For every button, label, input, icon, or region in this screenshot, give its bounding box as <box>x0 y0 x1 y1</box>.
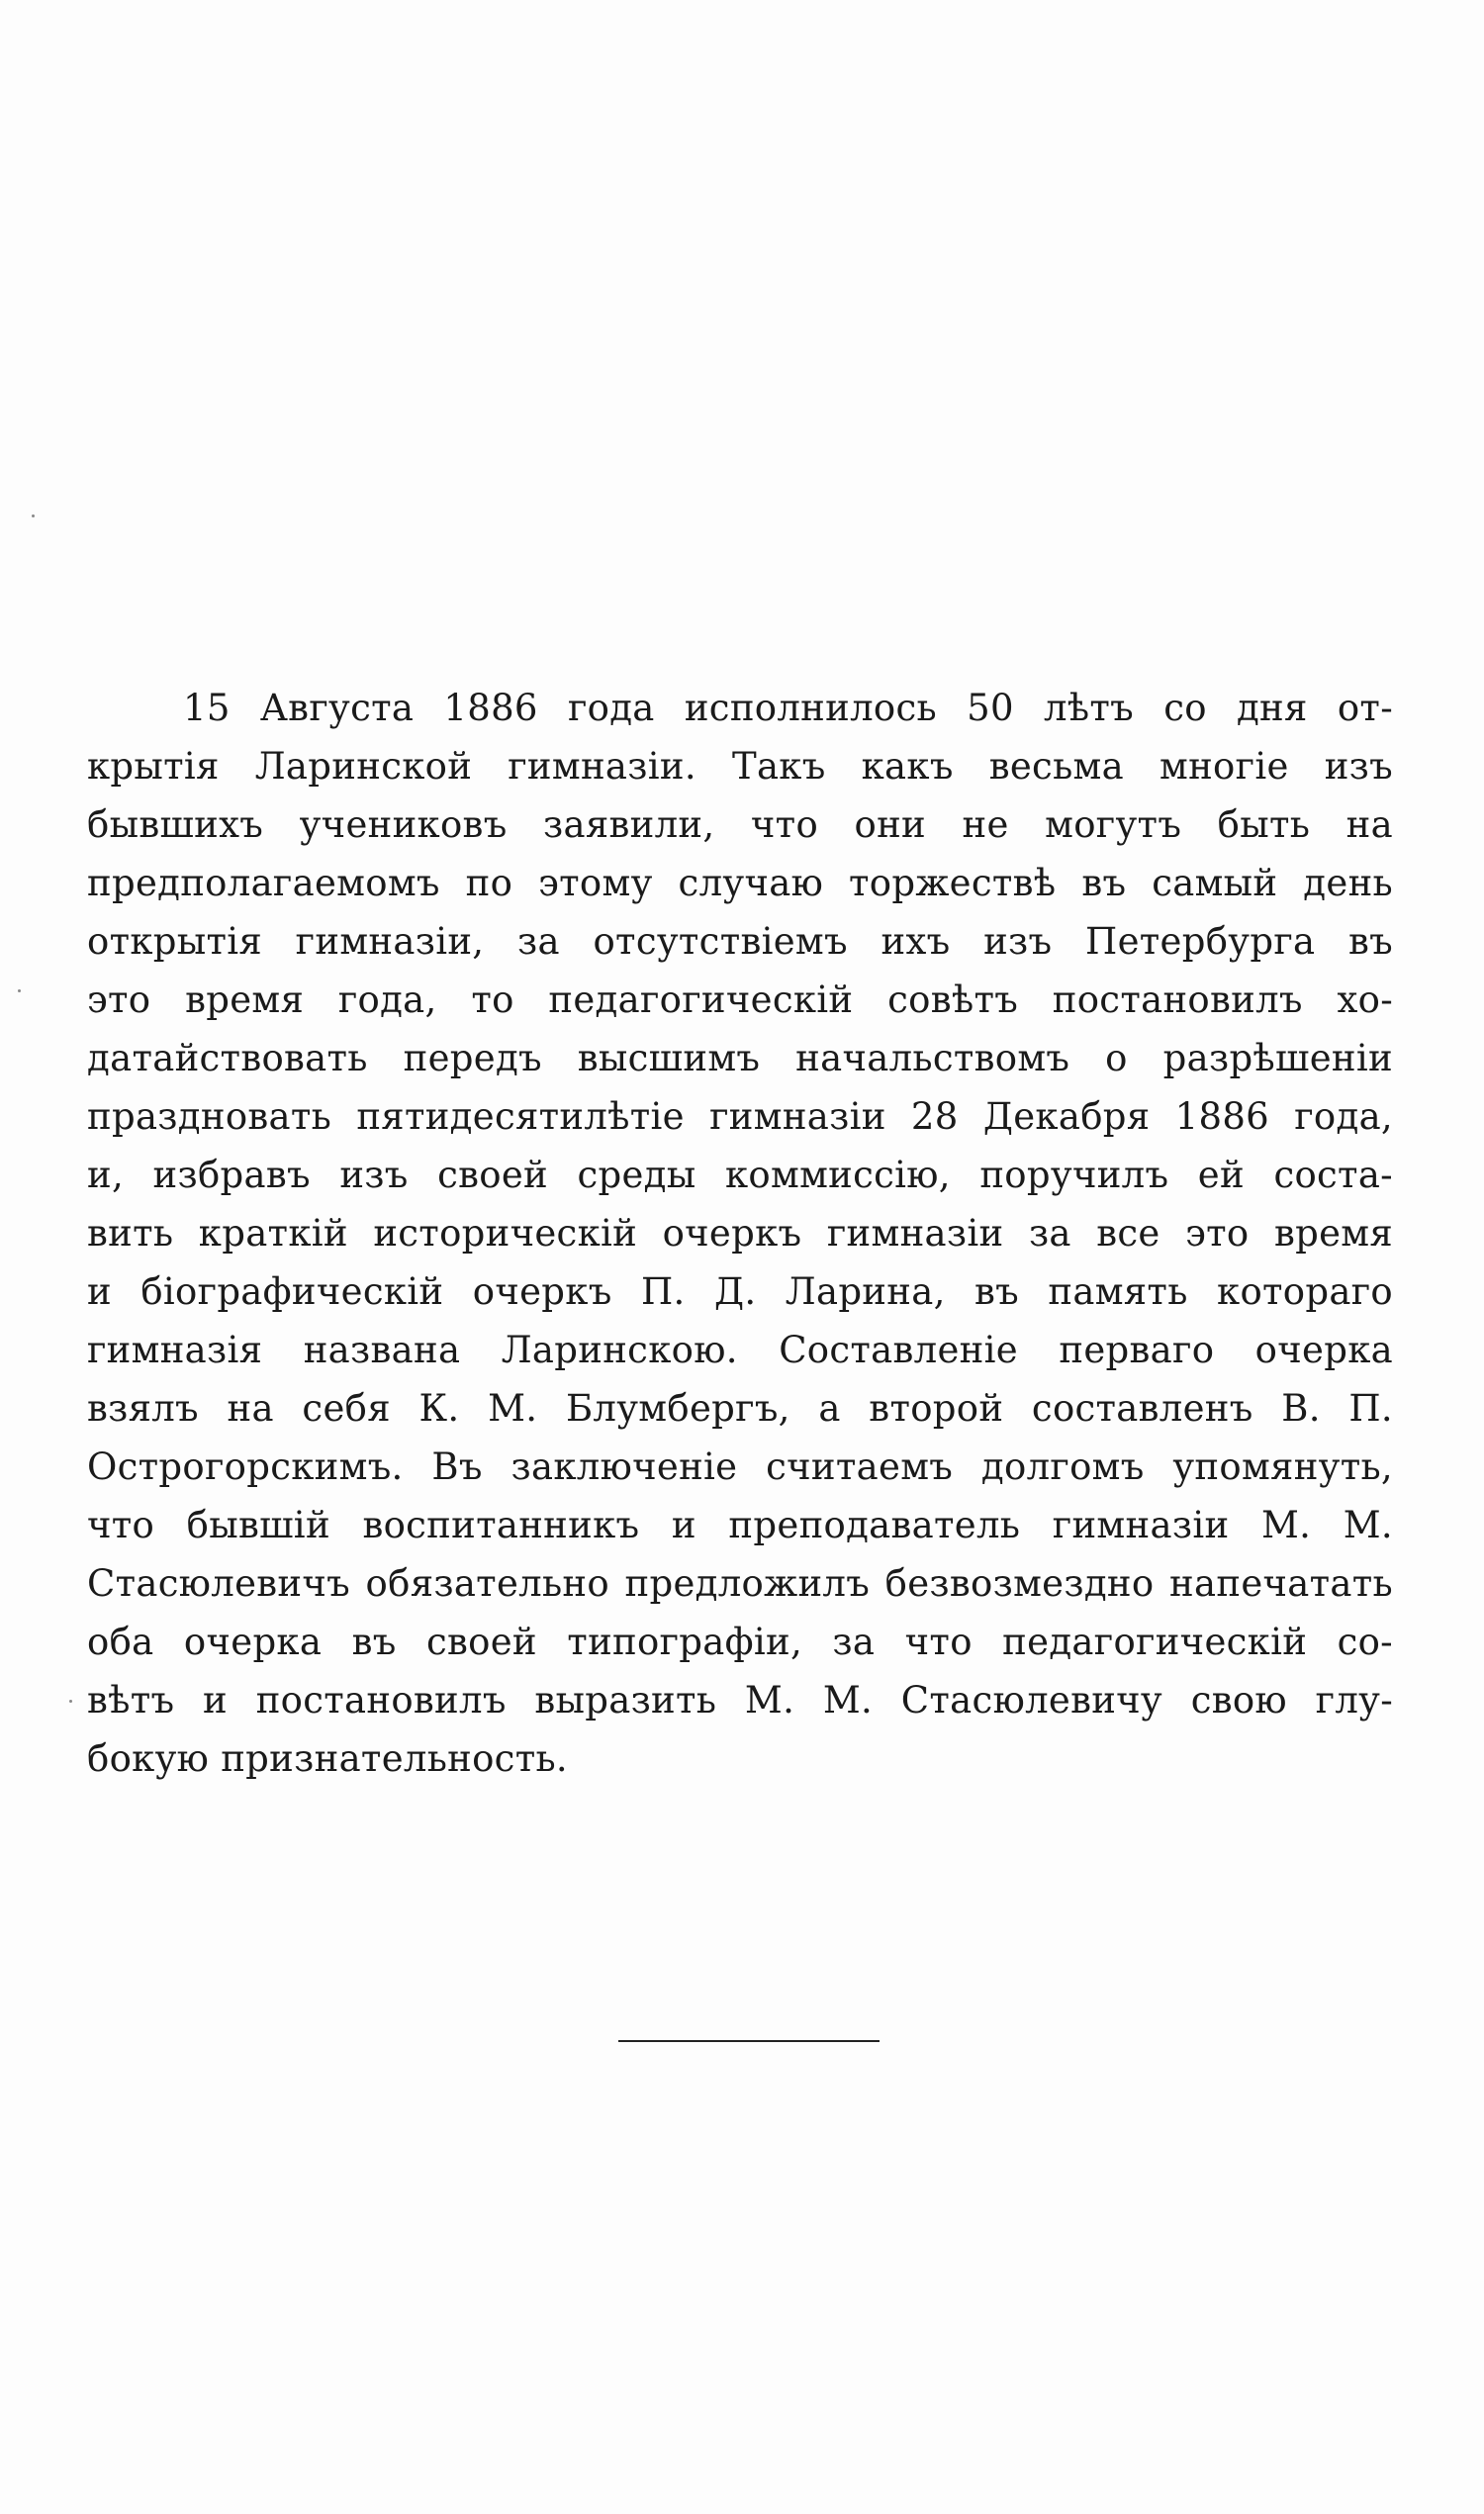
paper-speck <box>18 989 21 992</box>
paragraph-line: предполагаемомъ по этому случаю торжествѣ въ самый день <box>87 862 1393 904</box>
paragraph-line: Стасюлевичъ обязательно предложилъ безвозмездно напечатать <box>87 1562 1393 1605</box>
paragraph-line: что бывшій воспитанникъ и преподаватель гимназіи М. М. <box>87 1504 1393 1546</box>
paragraph-line: крытія Ларинской гимназіи. Такъ какъ весьма многіе изъ <box>87 745 1393 788</box>
paragraph-line: вѣтъ и постановилъ выразить М. М. Стасюлевичу свою глу- <box>87 1679 1393 1722</box>
paper-speck <box>32 514 35 517</box>
paragraph-line: оба очерка въ своей типографіи, за что педагогическій со- <box>87 1621 1393 1663</box>
paper-speck <box>69 1700 72 1703</box>
paragraph-line: праздновать пятидесятилѣтіе гимназіи 28 Декабря 1886 года, <box>87 1095 1393 1138</box>
paragraph-line: 15 Августа 1886 года исполнилось 50 лѣтъ со дня от- <box>183 687 1393 729</box>
paragraph-line: открытія гимназіи, за отсутствіемъ ихъ изъ Петербурга въ <box>87 920 1393 963</box>
paragraph-line: бокую признательность. <box>87 1737 568 1780</box>
paragraph-line: датайствовать передъ высшимъ начальствомъ о разрѣшеніи <box>87 1037 1393 1079</box>
section-divider <box>618 2040 880 2042</box>
body-paragraph <box>87 679 1393 1788</box>
paragraph-line: и, избравъ изъ своей среды коммиссію, поручилъ ей соста- <box>87 1154 1393 1196</box>
paragraph-line: и біографическій очеркъ П. Д. Ларина, въ память котораго <box>87 1270 1393 1313</box>
paragraph-line: вить краткій историческій очеркъ гимназіи за все это время <box>87 1212 1393 1255</box>
paragraph-line: это время года, то педагогическій совѣтъ постановилъ хо- <box>87 978 1393 1021</box>
paragraph-line: бывшихъ учениковъ заявили, что они не могутъ быть на <box>87 803 1393 846</box>
paragraph-line: взялъ на себя К. М. Блумбергъ, а второй составленъ В. П. <box>87 1387 1393 1430</box>
paragraph-line: гимназія названа Ларинскою. Составленіе перваго очерка <box>87 1329 1393 1371</box>
paragraph-line: Острогорскимъ. Въ заключеніе считаемъ долгомъ упомянуть, <box>87 1445 1393 1488</box>
